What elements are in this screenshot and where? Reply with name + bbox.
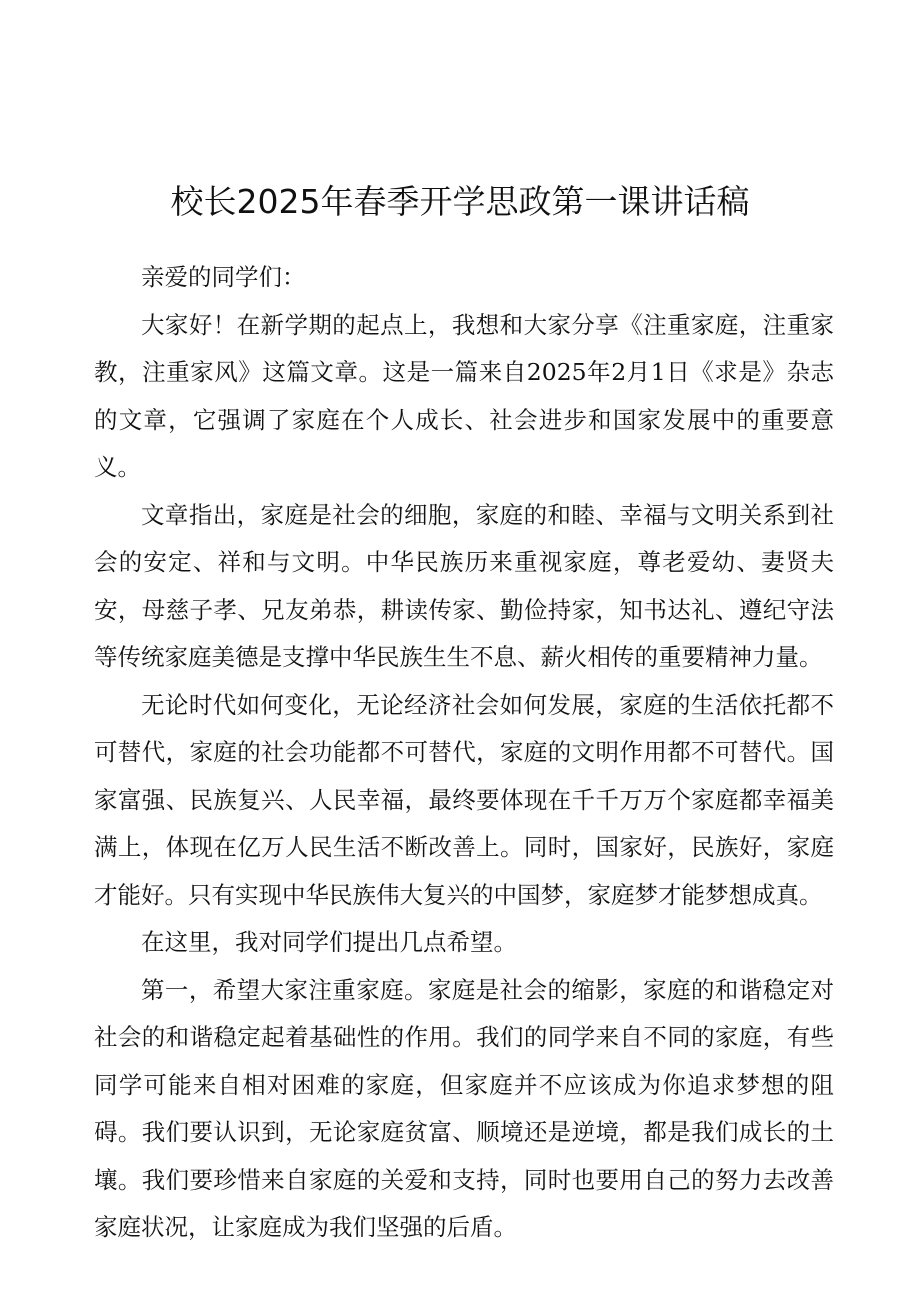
paragraph-hope-first: 第一，希望大家注重家庭。家庭是社会的缩影，家庭的和谐稳定对社会的和谐稳定起着基础性的作用。我们的同学来自不同的家庭，有些同学可能来自相对困难的家庭，但家庭并不应该成为你追求梦想的阻碍。我们要认识到，无论家庭贫富、顺境还是逆境，都是我们成长的土壤。我们要珍惜来自家庭的关爱和支持，同时也要用自己的努力去改善家庭状况，让家庭成为我们坚强的后盾。 [94, 975, 834, 1241]
paragraph-salutation: 亲爱的同学们： [141, 263, 306, 291]
paragraph-family-irreplaceable: 无论时代如何变化，无论经济社会如何发展，家庭的生活依托都不可替代，家庭的社会功能都不可替代，家庭的文明作用都不可替代。国家富强、民族复兴、人民幸福，最终要体现在千千万万个家庭都幸福美满上，体现在亿万人民生活不断改善上。同时，国家好，民族好，家庭才能好。只有实现中华民族伟大复兴的中国梦，家庭梦才能梦想成真。 [94, 690, 834, 909]
paragraph-greeting: 大家好！在新学期的起点上，我想和大家分享《注重家庭，注重家教，注重家风》这篇文章。这是一篇来自2025年2月1日《求是》杂志的文章，它强调了家庭在个人成长、社会进步和国家发展中的重要意义。 [94, 310, 834, 481]
document-body [94, 254, 834, 1252]
document-title: 校长2025年春季开学思政第一课讲话稿 [170, 182, 750, 222]
paragraph-family-importance: 文章指出，家庭是社会的细胞，家庭的和睦、幸福与文明关系到社会的安定、祥和与文明。中华民族历来重视家庭，尊老爱幼、妻贤夫安，母慈子孝、兄友弟恭，耕读传家、勤俭持家，知书达礼、遵纪守法等传统家庭美德是支撑中华民族生生不息、薪火相传的重要精神力量。 [94, 500, 834, 671]
paragraph-hopes-intro: 在这里，我对同学们提出几点希望。 [141, 928, 517, 956]
